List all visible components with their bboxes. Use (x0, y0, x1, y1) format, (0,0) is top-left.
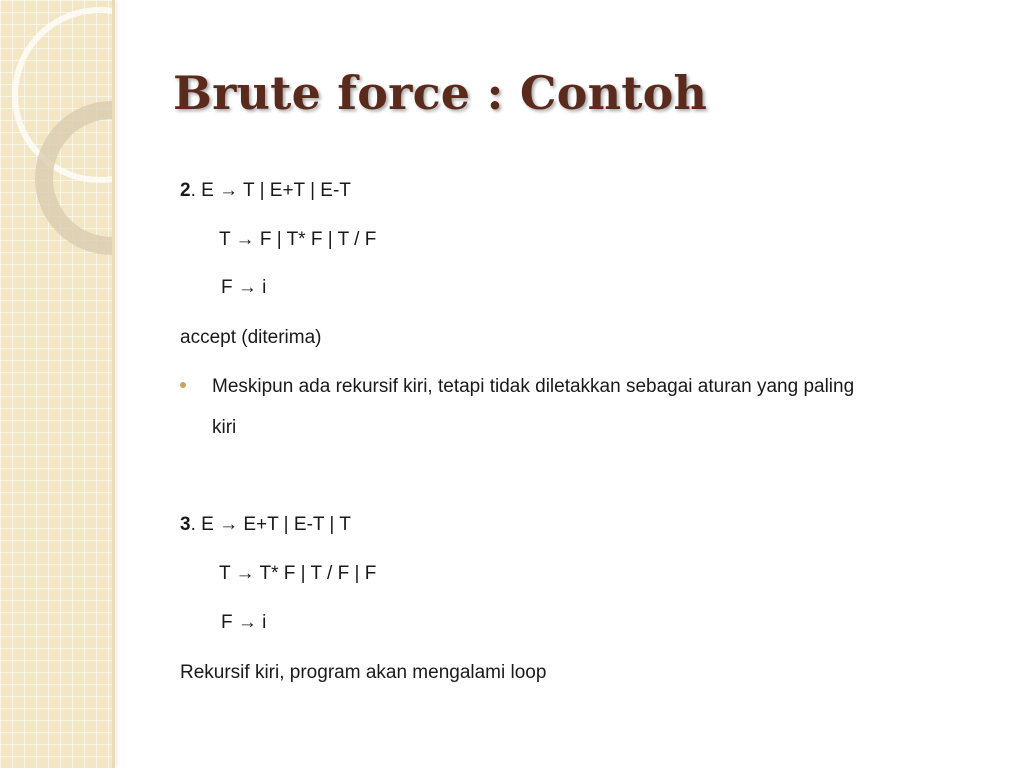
ex3-number: 3 (180, 514, 191, 535)
ex3-result: Rekursif kiri, program akan mengalami loop (180, 662, 547, 683)
ex3-rule-t: T → T* F | T / F | F (219, 563, 377, 584)
ex3-rule-e-text: . E → E+T | E-T | T (190, 514, 351, 535)
ex2-bullet-text: Meskipun ada rekursif kiri, tetapi tidak diletakkan sebagai aturan yang paling (212, 376, 855, 397)
ex2-bullet-continuation: kiri (212, 417, 237, 438)
ex2-result: accept (diterima) (180, 327, 322, 348)
ex2-rule-f: F → i (221, 277, 267, 298)
ex3-rule-f: F → i (221, 612, 267, 633)
ex2-rule-e (180, 180, 351, 202)
ex3-rule-e (180, 514, 351, 536)
ex2-rule-t: T → F | T* F | T / F (219, 229, 377, 250)
ex2-rule-e-text: . E → T | E+T | E-T (190, 180, 351, 201)
ex2-number: 2 (180, 180, 191, 201)
bullet-dot (180, 382, 186, 388)
circle-decoration (0, 0, 112, 768)
decorative-sidebar (0, 0, 115, 768)
slide-title: Brute force : Contoh (173, 66, 708, 120)
